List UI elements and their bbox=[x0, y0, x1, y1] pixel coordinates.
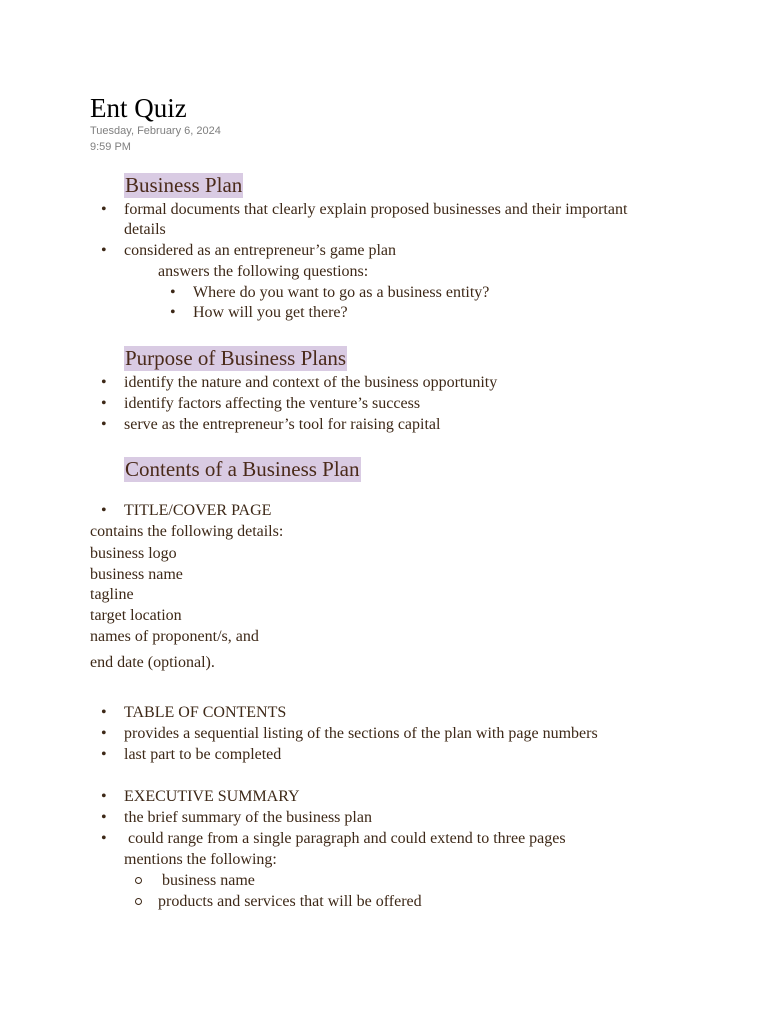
heading-contents: Contents of a Business Plan bbox=[125, 457, 360, 481]
list-item: identify the nature and context of the business opportunity bbox=[124, 374, 498, 391]
sub-intro-text: answers the following questions: bbox=[158, 263, 369, 280]
detail-line: names of proponent/s, and bbox=[90, 628, 259, 645]
list-item: Where do you want to go as a business entity? bbox=[193, 284, 490, 301]
list-item: How will you get there? bbox=[193, 304, 348, 321]
list-item: EXECUTIVE SUMMARY bbox=[124, 788, 300, 805]
bullet-icon: • bbox=[101, 201, 107, 218]
bullet-icon: • bbox=[101, 788, 107, 805]
hollow-bullet-icon bbox=[135, 898, 142, 905]
list-item-continued: details bbox=[124, 221, 166, 238]
page-date: Tuesday, February 6, 2024 bbox=[90, 125, 221, 137]
bullet-icon: • bbox=[101, 725, 107, 742]
page-title[interactable]: Ent Quiz bbox=[90, 93, 187, 123]
list-item: provides a sequential listing of the sections of the plan with page numbers bbox=[124, 725, 598, 742]
bullet-icon: • bbox=[101, 830, 107, 847]
list-item: considered as an entrepreneur’s game plan bbox=[124, 242, 397, 259]
bullet-icon: • bbox=[101, 374, 107, 391]
page-time: 9:59 PM bbox=[90, 141, 131, 153]
list-item: products and services that will be offered bbox=[158, 893, 422, 910]
list-item: the brief summary of the business plan bbox=[124, 809, 372, 826]
detail-line: business name bbox=[90, 566, 183, 583]
bullet-icon: • bbox=[101, 746, 107, 763]
detail-line: end date (optional). bbox=[90, 654, 215, 671]
bullet-icon: • bbox=[101, 416, 107, 433]
list-item: business name bbox=[158, 872, 255, 889]
sub-intro-text: mentions the following: bbox=[124, 851, 277, 868]
list-item: serve as the entrepreneur’s tool for raising capital bbox=[124, 416, 441, 433]
list-item: last part to be completed bbox=[124, 746, 282, 763]
bullet-icon: • bbox=[101, 242, 107, 259]
detail-line: target location bbox=[90, 607, 182, 624]
list-item: identify factors affecting the venture’s success bbox=[124, 395, 421, 412]
list-item: TITLE/COVER PAGE bbox=[124, 502, 272, 519]
list-item: could range from a single paragraph and could extend to three pages bbox=[124, 830, 566, 847]
detail-line: business logo bbox=[90, 545, 177, 562]
bullet-icon: • bbox=[170, 284, 176, 301]
list-item: formal documents that clearly explain proposed businesses and their important bbox=[124, 201, 628, 218]
bullet-icon: • bbox=[101, 809, 107, 826]
list-item: TABLE OF CONTENTS bbox=[124, 704, 287, 721]
heading-purpose: Purpose of Business Plans bbox=[125, 346, 347, 370]
details-intro: contains the following details: bbox=[90, 523, 284, 540]
hollow-bullet-icon bbox=[135, 877, 142, 884]
bullet-icon: • bbox=[101, 395, 107, 412]
detail-line: tagline bbox=[90, 586, 134, 603]
bullet-icon: • bbox=[101, 704, 107, 721]
bullet-icon: • bbox=[101, 502, 107, 519]
heading-business-plan: Business Plan bbox=[125, 173, 243, 197]
bullet-icon: • bbox=[170, 304, 176, 321]
